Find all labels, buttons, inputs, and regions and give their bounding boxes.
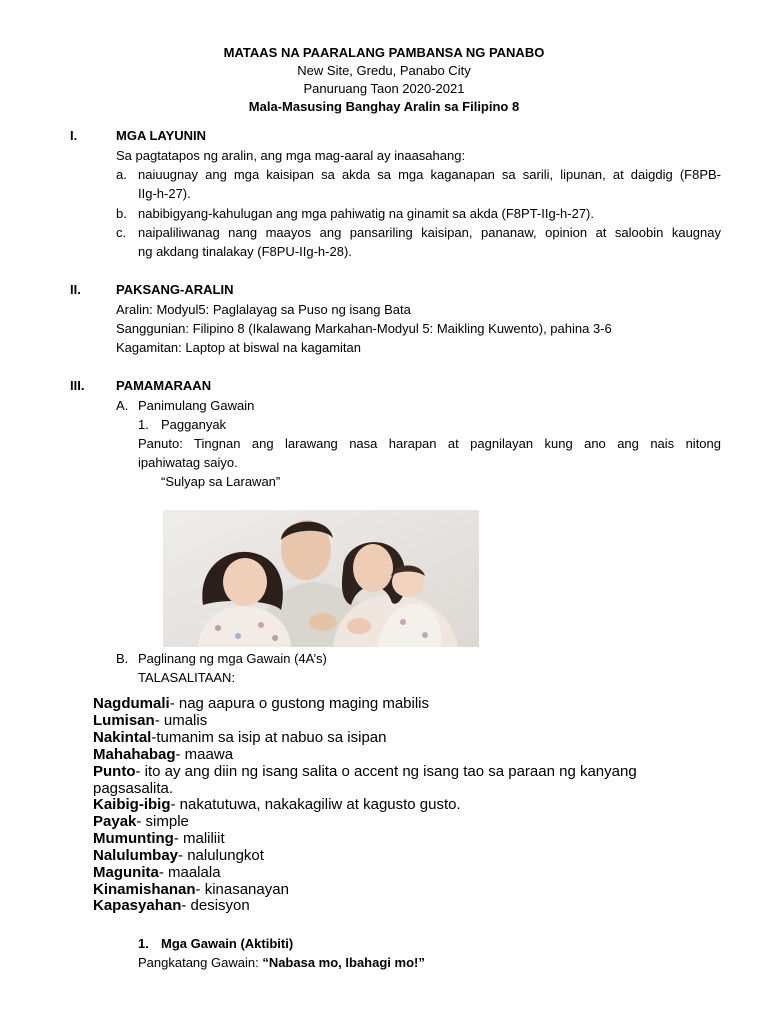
part-b-letter: B. — [116, 651, 129, 666]
vocab-word: Nakintal — [93, 729, 152, 746]
vocab-word: Mahahabag — [93, 746, 176, 763]
aralin-line: Aralin: Modyul5: Paglalayag sa Puso ng isang Bata — [116, 302, 411, 317]
section-3-number: III. — [70, 378, 85, 393]
part-b-label: Paglinang ng mga Gawain (4A’s) — [138, 651, 327, 666]
vocab-entry — [93, 898, 250, 915]
vocab-entry — [93, 730, 386, 747]
vocab-definition: -tumanim sa isip at nabuo sa isipan — [151, 729, 387, 746]
vocab-word: Mumunting — [93, 830, 174, 847]
vocab-definition: - maalala — [158, 864, 221, 881]
vocab-definition: - nakatutuwa, nakakagiliw at kagusto gusto. — [170, 796, 461, 813]
vocab-word: Magunita — [93, 864, 159, 881]
vocab-word: Payak — [93, 813, 137, 830]
group-activity-line — [138, 954, 425, 972]
panuto-line1: Panuto: Tingnan ang larawang nasa harapan at pagnilayan kung ano ang nais nitong — [138, 436, 721, 451]
part-a1-label: Pagganyak — [161, 417, 227, 432]
image-caption: “Sulyap sa Larawan” — [161, 474, 281, 489]
vocab-definition: - nalulungkot — [178, 847, 264, 864]
objective-b-letter: b. — [116, 206, 127, 221]
vocab-word: Punto — [93, 763, 136, 780]
vocab-word: Nagdumali — [93, 695, 170, 712]
vocab-entry — [93, 696, 429, 713]
vocab-definition: - maawa — [175, 746, 234, 763]
family-photo — [163, 510, 479, 647]
objective-c-line2: ng akdang tinalakay (F8PU-IIg-h-28). — [138, 244, 352, 259]
section-1-intro: Sa pagtatapos ng aralin, ang mga mag-aaral ay inaasahang: — [116, 148, 466, 163]
objective-a-line2: IIg-h-27). — [138, 186, 191, 201]
school-name: MATAAS NA PAARALANG PAMBANSA NG PANABO — [223, 45, 545, 60]
objective-c-line1: naipaliliwanag nang maayos ang pansariling kaisipan, pananaw, opinion at saloobin kaugnay — [138, 225, 721, 240]
vocab-definition: - ito ay ang diin ng isang salita o accent ng isang tao sa paraan ng kanyang — [135, 763, 637, 780]
vocab-word: Kinamishanan — [93, 881, 196, 898]
vocab-entry — [93, 764, 637, 781]
vocab-definition: - kinasanayan — [195, 881, 289, 898]
activity-heading: Mga Gawain (Aktibiti) — [161, 936, 294, 951]
kagamitan-line: Kagamitan: Laptop at biswal na kagamitan — [116, 340, 361, 355]
vocab-word: Kapasyahan — [93, 897, 182, 914]
sanggunian-line: Sanggunian: Filipino 8 (Ikalawang Markahan-Modyul 5: Maikling Kuwento), pahina 3-6 — [116, 321, 612, 336]
vocab-word: Nalulumbay — [93, 847, 179, 864]
objective-c-letter: c. — [116, 225, 127, 240]
vocab-definition: pagsasalita. — [93, 780, 174, 797]
vocab-entry — [93, 797, 461, 814]
panuto-line2: ipahiwatag saiyo. — [138, 455, 238, 470]
part-a1-number: 1. — [138, 417, 149, 432]
part-a-label: Panimulang Gawain — [138, 398, 255, 413]
objective-a-line1: naiuugnay ang mga kaisipan sa akda sa mga kaganapan sa sarili, lipunan, at daigdig (F8PB- — [138, 167, 721, 182]
group-activity-title: “Nabasa mo, Ibahagi mo!” — [262, 955, 425, 970]
part-a-letter: A. — [116, 398, 129, 413]
section-2-number: II. — [70, 282, 81, 297]
vocab-definition: - maliliit — [173, 830, 225, 847]
vocab-word: Lumisan — [93, 712, 155, 729]
section-1-number: I. — [70, 128, 78, 143]
section-1-heading: MGA LAYUNIN — [116, 128, 207, 143]
vocab-definition: - desisyon — [181, 897, 250, 914]
vocab-entry — [93, 713, 207, 730]
section-3-heading: PAMAMARAAN — [116, 378, 212, 393]
vocab-entry — [93, 865, 221, 882]
vocab-entry — [93, 747, 233, 764]
vocab-definition: - umalis — [154, 712, 208, 729]
school-year: Panuruang Taon 2020-2021 — [303, 81, 465, 96]
vocab-word: Kaibig-ibig — [93, 796, 171, 813]
objective-a-letter: a. — [116, 167, 127, 182]
vocab-entry — [93, 831, 225, 848]
vocab-definition: - simple — [136, 813, 189, 830]
document-title: Mala-Masusing Banghay Aralin sa Filipino 8 — [248, 99, 520, 114]
section-2-heading: PAKSANG-ARALIN — [116, 282, 234, 297]
activity-number: 1. — [138, 936, 149, 951]
talasalitaan-label: TALASALITAAN: — [138, 670, 236, 685]
vocab-entry — [93, 848, 264, 865]
vocab-entry — [93, 814, 189, 831]
school-address: New Site, Gredu, Panabo City — [297, 63, 471, 78]
objective-b-line1: nabibigyang-kahulugan ang mga pahiwatig na ginamit sa akda (F8PT-IIg-h-27). — [138, 206, 594, 221]
group-activity-prefix: Pangkatang Gawain: — [138, 955, 263, 970]
vocab-definition: - nag aapura o gustong maging mabilis — [169, 695, 430, 712]
